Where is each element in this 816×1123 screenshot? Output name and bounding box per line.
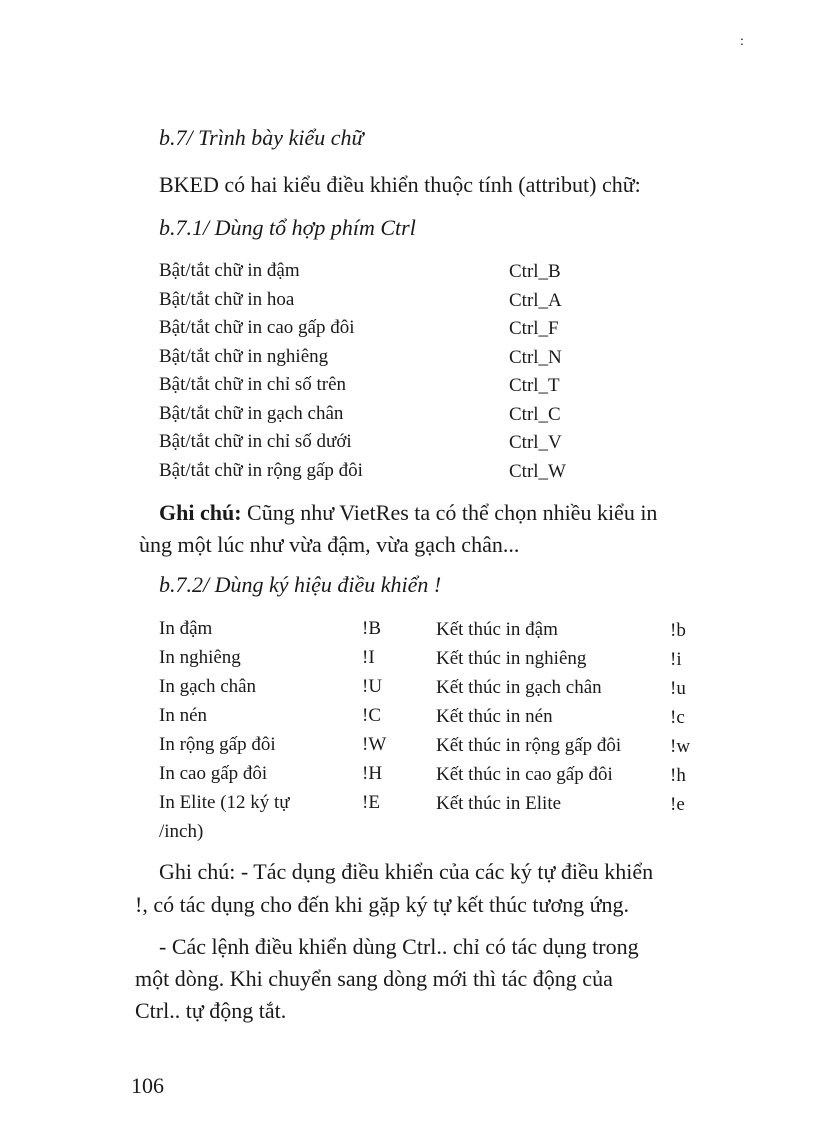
bang-end: Kết thúc in cao gấp đôi bbox=[436, 764, 613, 785]
bang-end: Kết thúc in Elite bbox=[436, 793, 562, 814]
note2-line1: Ghi chú: - Tác dụng điều khiển của các ký tự điều khiển bbox=[159, 859, 654, 884]
bang-start-code: !I bbox=[362, 647, 375, 668]
bang-start: In nén bbox=[159, 705, 208, 726]
bang-start: In Elite (12 ký tự bbox=[159, 792, 290, 813]
bang-col-start-code bbox=[362, 614, 386, 817]
subsection-title-bang: b.7.2/ Dùng ký hiệu điều khiển ! bbox=[159, 572, 442, 597]
corner-mark: : bbox=[740, 34, 744, 49]
bang-end-code: !e bbox=[670, 794, 685, 815]
ctrl-label: Bật/tắt chữ in rộng gấp đôi bbox=[159, 459, 363, 481]
ctrl-label: Bật/tắt chữ in cao gấp đôi bbox=[159, 317, 355, 338]
bang-col-end-code bbox=[670, 616, 690, 819]
page-number: 106 bbox=[131, 1073, 164, 1098]
ctrl-label: Bật/tắt chữ in chỉ số dưới bbox=[159, 431, 352, 452]
ctrl-key: Ctrl_A bbox=[509, 289, 562, 311]
bang-start-code: !W bbox=[362, 734, 387, 755]
note3-line2: một dòng. Khi chuyển sang dòng mới thì tác động của bbox=[135, 966, 613, 991]
ctrl-key: Ctrl_C bbox=[509, 403, 561, 425]
ctrl-label: Bật/tắt chữ in nghiêng bbox=[159, 345, 329, 367]
bang-end-code: !i bbox=[670, 649, 682, 670]
bang-end-code: !b bbox=[670, 620, 686, 641]
bang-col-end bbox=[436, 615, 621, 818]
note2-line2: !, có tác dụng cho đến khi gặp ký tự kết thúc tương ứng. bbox=[135, 892, 630, 917]
bang-start-code: !E bbox=[362, 792, 380, 813]
ctrl-key: Ctrl_W bbox=[509, 460, 566, 482]
bang-end-code: !w bbox=[670, 736, 691, 757]
subsection-title-ctrl: b.7.1/ Dùng tổ hợp phím Ctrl bbox=[159, 215, 416, 240]
bang-col-start bbox=[159, 614, 290, 846]
ctrl-key: Ctrl_T bbox=[509, 375, 560, 396]
bang-start-code: !C bbox=[362, 705, 381, 726]
ctrl-key: Ctrl_B bbox=[509, 261, 561, 282]
bang-start-code: !H bbox=[362, 763, 383, 784]
intro-paragraph: BKED có hai kiểu điều khiển thuộc tính (attribut) chữ: bbox=[159, 172, 641, 197]
bang-end: Kết thúc in nghiêng bbox=[436, 648, 587, 669]
note3-line3: Ctrl.. tự động tắt. bbox=[135, 998, 287, 1023]
note1-text: Cũng như VietRes ta có thể chọn nhiều kiểu in bbox=[247, 500, 658, 525]
note3-line1: - Các lệnh điều khiển dùng Ctrl.. chỉ có tác dụng trong bbox=[159, 934, 639, 959]
bang-start-code: !B bbox=[362, 618, 381, 639]
bang-end-code: !u bbox=[670, 678, 686, 699]
ctrl-label: Bật/tắt chữ in chỉ số trên bbox=[159, 374, 347, 395]
bang-end: Kết thúc in đậm bbox=[436, 619, 558, 640]
ctrl-label: Bật/tắt chữ in hoa bbox=[159, 288, 295, 310]
bang-start: In rộng gấp đôi bbox=[159, 734, 276, 755]
ctrl-key: Ctrl_V bbox=[509, 432, 562, 453]
ctrl-key: Ctrl_F bbox=[509, 318, 559, 339]
bang-start: In nghiêng bbox=[159, 647, 241, 668]
note1-line2: ùng một lúc như vừa đậm, vừa gạch chân... bbox=[139, 532, 520, 557]
bang-end-code: !h bbox=[670, 765, 686, 786]
bang-start-code: !U bbox=[362, 676, 383, 697]
ctrl-table-labels bbox=[159, 257, 363, 485]
note1-label: Ghi chú: bbox=[159, 500, 242, 525]
bang-start: In gạch chân bbox=[159, 676, 257, 697]
bang-start: In đậm bbox=[159, 618, 213, 639]
section-title: b.7/ Trình bày kiểu chữ bbox=[159, 125, 364, 150]
bang-start-wrap: /inch) bbox=[159, 821, 204, 842]
bang-end: Kết thúc in gạch chân bbox=[436, 677, 602, 698]
bang-end: Kết thúc in rộng gấp đôi bbox=[436, 735, 622, 756]
ctrl-key: Ctrl_N bbox=[509, 346, 562, 368]
ctrl-table-keys bbox=[509, 258, 566, 486]
note1-line1 bbox=[159, 498, 729, 528]
ctrl-label: Bật/tắt chữ in gạch chân bbox=[159, 402, 344, 424]
bang-start: In cao gấp đôi bbox=[159, 763, 268, 784]
bang-end: Kết thúc in nén bbox=[436, 706, 553, 727]
ctrl-label: Bật/tắt chữ in đậm bbox=[159, 260, 300, 281]
bang-end-code: !c bbox=[670, 707, 685, 728]
